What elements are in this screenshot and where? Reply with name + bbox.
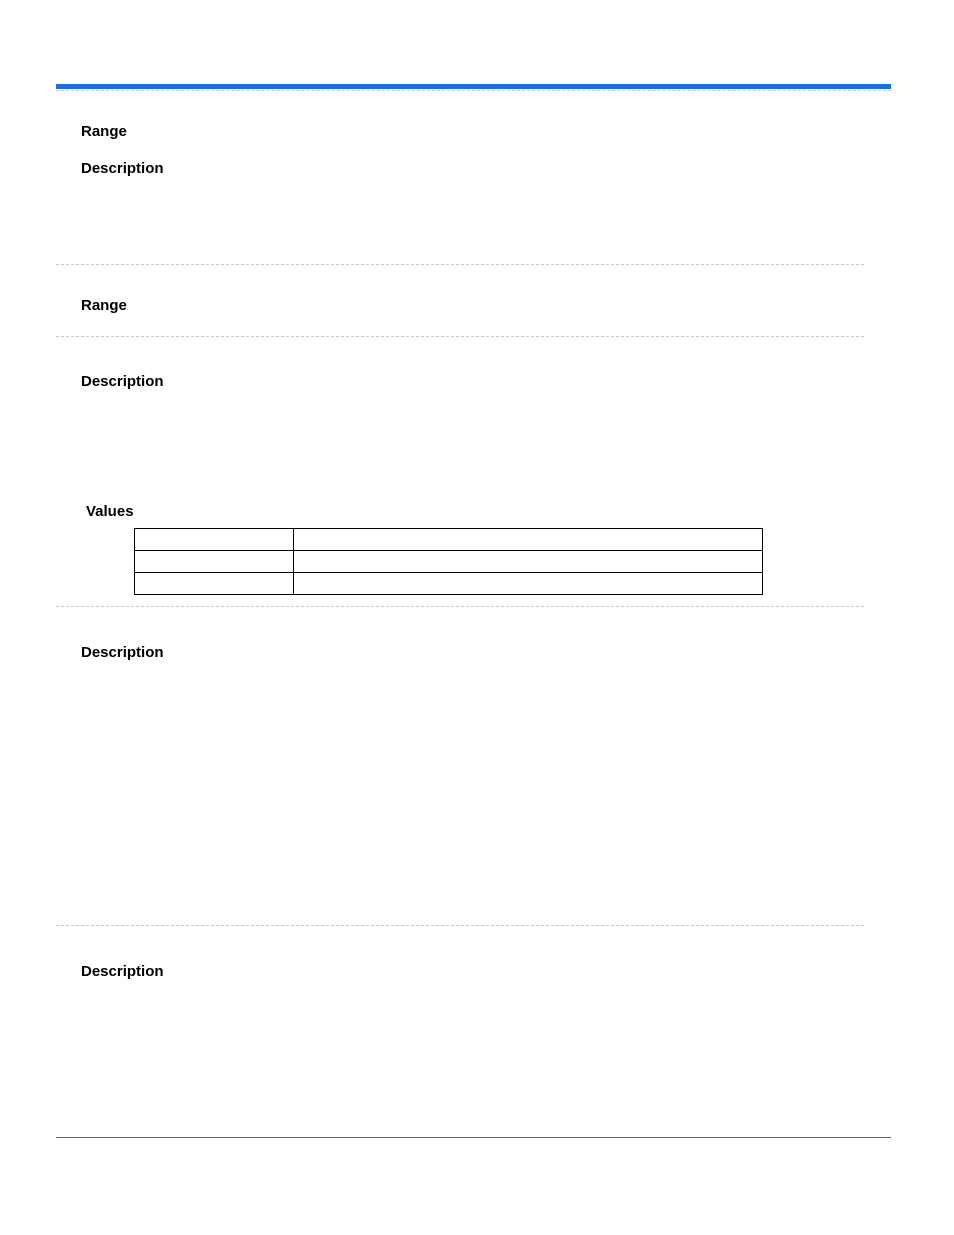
table-cell [294, 573, 763, 595]
description-heading-3: Description [81, 644, 164, 661]
header-accent-bar [56, 84, 891, 89]
table-cell [135, 573, 294, 595]
table-row [135, 573, 763, 595]
values-table [134, 528, 763, 595]
footer-rule [56, 1137, 891, 1138]
table-row [135, 529, 763, 551]
section-divider-2 [56, 336, 864, 337]
description-heading-1: Description [81, 160, 164, 177]
table-cell [135, 529, 294, 551]
section-divider-1 [56, 264, 864, 265]
description-heading-2: Description [81, 373, 164, 390]
table-cell [294, 529, 763, 551]
range-heading-1: Range [81, 123, 127, 140]
table-cell [135, 551, 294, 573]
description-heading-4: Description [81, 963, 164, 980]
section-divider-3 [56, 606, 864, 607]
values-heading: Values [86, 503, 134, 520]
header-dashed-divider [56, 90, 891, 91]
section-divider-4 [56, 925, 864, 926]
range-heading-2: Range [81, 297, 127, 314]
table-row [135, 551, 763, 573]
table-cell [294, 551, 763, 573]
